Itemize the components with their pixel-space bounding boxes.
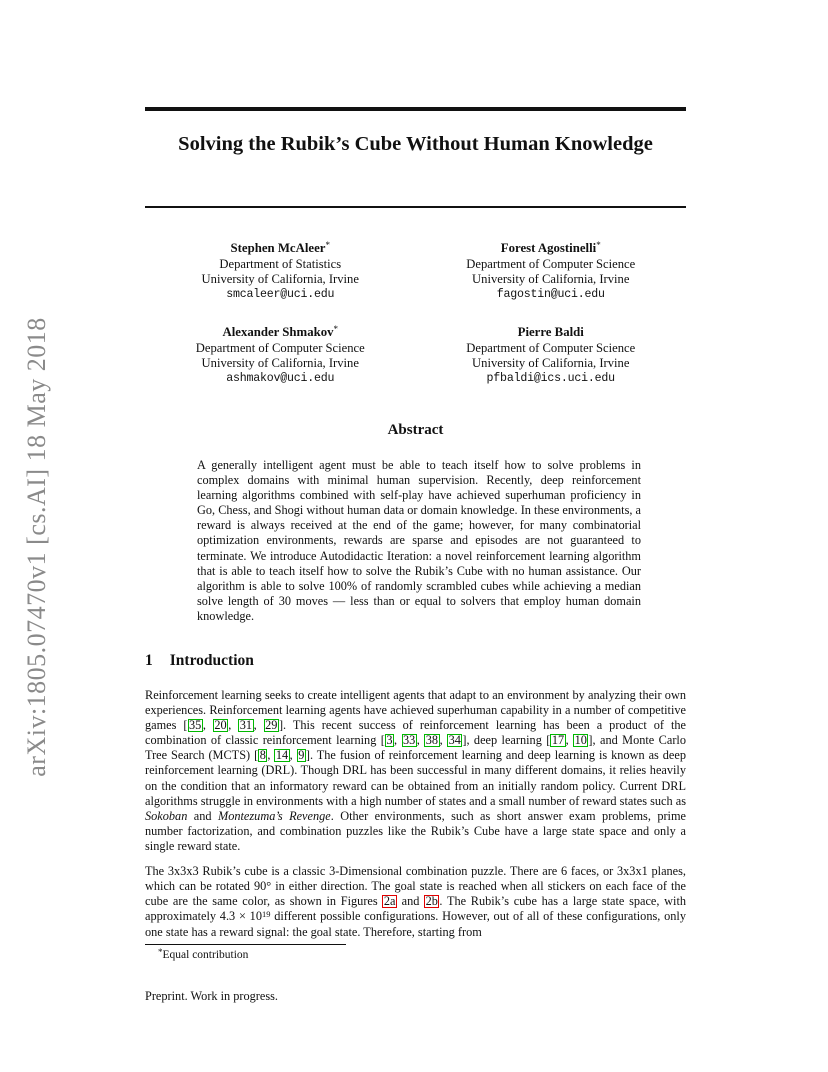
- author-name: Forest Agostinelli: [500, 241, 597, 255]
- author-univ: University of California, Irvine: [472, 356, 630, 370]
- citation-link[interactable]: 38: [425, 733, 439, 748]
- author-email: fagostin@uci.edu: [496, 288, 605, 301]
- text-run: . The Rubik’s cube has a large state space, with approximately 4.3 × 10: [145, 894, 687, 924]
- title-rule-bottom: [145, 206, 686, 208]
- footnote: [145, 949, 686, 961]
- text-run: Montezuma’s Revenge: [217, 808, 331, 823]
- author-name-line: [145, 325, 416, 341]
- author-dept: Department of Computer Science: [195, 341, 365, 355]
- text-run: ]. This recent success of reinforcement learning has been a product of the combination of classic reinforcement learning [: [145, 718, 686, 748]
- author-name-line: [145, 241, 416, 257]
- text-run: ,: [416, 733, 425, 748]
- text-run: and: [187, 808, 218, 823]
- citation-link[interactable]: 10: [574, 733, 587, 748]
- citation-link[interactable]: 14: [275, 748, 289, 763]
- arxiv-watermark: arXiv:1805.07470v1 [cs.AI] 18 May 2018: [22, 317, 51, 777]
- author-dept: Department of Statistics: [219, 257, 342, 271]
- author-email: ashmakov@uci.edu: [226, 372, 335, 385]
- text-run: ], deep learning [: [462, 733, 551, 748]
- author-block: [416, 241, 687, 302]
- paragraph: [145, 864, 686, 940]
- equal-contribution-mark: *: [325, 240, 330, 250]
- citation-link[interactable]: 34: [448, 733, 461, 748]
- author-univ: University of California, Irvine: [472, 272, 630, 286]
- author-block: [145, 325, 416, 386]
- section-heading: [145, 652, 686, 670]
- author-block: [416, 325, 687, 386]
- author-univ: University of California, Irvine: [201, 356, 359, 370]
- text-run: Sokoban: [145, 808, 188, 823]
- citation-link[interactable]: 31: [239, 718, 253, 733]
- citation-link[interactable]: 8: [259, 748, 266, 763]
- figure-ref-link[interactable]: 2a: [383, 894, 396, 909]
- abstract-heading: Abstract: [387, 422, 444, 438]
- figure-ref-link[interactable]: 2b: [425, 894, 438, 909]
- footnote-text: Equal contribution: [162, 949, 249, 961]
- citation-link[interactable]: 35: [189, 718, 202, 733]
- citation-link[interactable]: 33: [403, 733, 416, 748]
- text-run: Reinforcement learning seeks to create intelligent agents that adapt to an environment by analyzing their own experiences. Reinforcement learning agents have achieved superhuman capability in a number of competitive games [: [145, 688, 686, 733]
- author-dept: Department of Computer Science: [466, 257, 636, 271]
- equal-contribution-mark: *: [333, 324, 339, 334]
- text-run: ,: [394, 733, 402, 748]
- text-run: ,: [565, 733, 574, 748]
- author-name-line: [416, 241, 687, 257]
- author-email: smcaleer@uci.edu: [226, 288, 335, 301]
- author-dept: Department of Computer Science: [466, 341, 636, 355]
- text-run: . Other environments, such as short answer exam problems, prime number factorization, and combination puzzles like the Rubik’s Cube have a large state space and only a single reward state.: [145, 808, 686, 853]
- text-run: ,: [253, 718, 264, 733]
- footnote-rule: [145, 944, 346, 945]
- citation-link[interactable]: 20: [214, 718, 227, 733]
- citation-link[interactable]: 9: [298, 748, 305, 763]
- title-rule-top: [145, 107, 686, 111]
- abstract-text: A generally intelligent agent must be able to teach itself how to solve problems in complex domains with minimal human supervision. Recently, deep reinforcement learning algorithms combined with self-play have achieved superhuman proficiency in Go, Chess, and Shogi without human data or domain knowledge. In these environments, a reward is always received at the end of the game; however, for many combinatorial optimization environments, rewards are sparse and episodes are not guaranteed to terminate. We introduce Autodidactic Iteration: a novel reinforcement learning algorithm that is able to teach itself how to solve the Rubik’s Cube with no human assistance. Our algorithm is able to solve 100% of randomly scrambled cubes while achieving a median solve length of 30 moves — less than or equal to solvers that employ human domain knowledge.: [197, 458, 641, 623]
- text-run: The 3x3x3 Rubik’s cube is a classic 3-Dimensional combination puzzle. There are 6 faces, or 3x3x1 planes, which can be rotated 90° in either direction. The goal state is reached when all stickers on each face of the cube are the same color, as shown in Figures: [145, 864, 686, 909]
- text-run: ,: [267, 748, 275, 763]
- author-name-line: [416, 325, 687, 341]
- citation-link[interactable]: 29: [265, 718, 278, 733]
- section-number: 1: [145, 652, 153, 669]
- text-run: ,: [202, 718, 213, 733]
- text-run: ]. The fusion of reinforcement learning and deep learning is known as deep reinforcement learning (DRL). Though DRL has been successful in many different domains, it relies heavily on the condition that an informatory reward can be obtained from an initially random policy. Current DRL algorithms struggle in environments with a high number of states and a small number of reward states such as: [145, 748, 686, 808]
- equal-contribution-mark: *: [596, 240, 601, 250]
- text-run: ], and Monte Carlo Tree Search (MCTS) [: [145, 733, 686, 763]
- author-name: Pierre Baldi: [517, 325, 584, 339]
- author-name: Alexander Shmakov: [222, 325, 334, 339]
- paragraph: [145, 688, 686, 854]
- text-run: different possible configurations. However, out of all of these configurations, only one state has a reward signal: the goal state. Therefore, starting from: [145, 909, 686, 940]
- author-block: [145, 241, 416, 302]
- author-univ: University of California, Irvine: [201, 272, 359, 286]
- text-run: ,: [289, 748, 297, 763]
- text-run: 19: [261, 908, 271, 919]
- preprint-note: Preprint. Work in progress.: [145, 989, 279, 1003]
- citation-link[interactable]: 17: [551, 733, 565, 748]
- text-run: ,: [228, 718, 239, 733]
- introduction-body: [145, 688, 686, 951]
- section-title: Introduction: [169, 652, 254, 669]
- citation-link[interactable]: 3: [386, 733, 393, 748]
- text-run: ,: [439, 733, 448, 748]
- footnote-mark: *: [158, 947, 163, 957]
- author-name: Stephen McAleer: [230, 241, 326, 255]
- paper-title: Solving the Rubik’s Cube Without Human Knowledge: [178, 133, 653, 155]
- text-run: and: [396, 894, 425, 909]
- author-email: pfbaldi@ics.uci.edu: [486, 372, 615, 385]
- author-grid: [145, 241, 686, 409]
